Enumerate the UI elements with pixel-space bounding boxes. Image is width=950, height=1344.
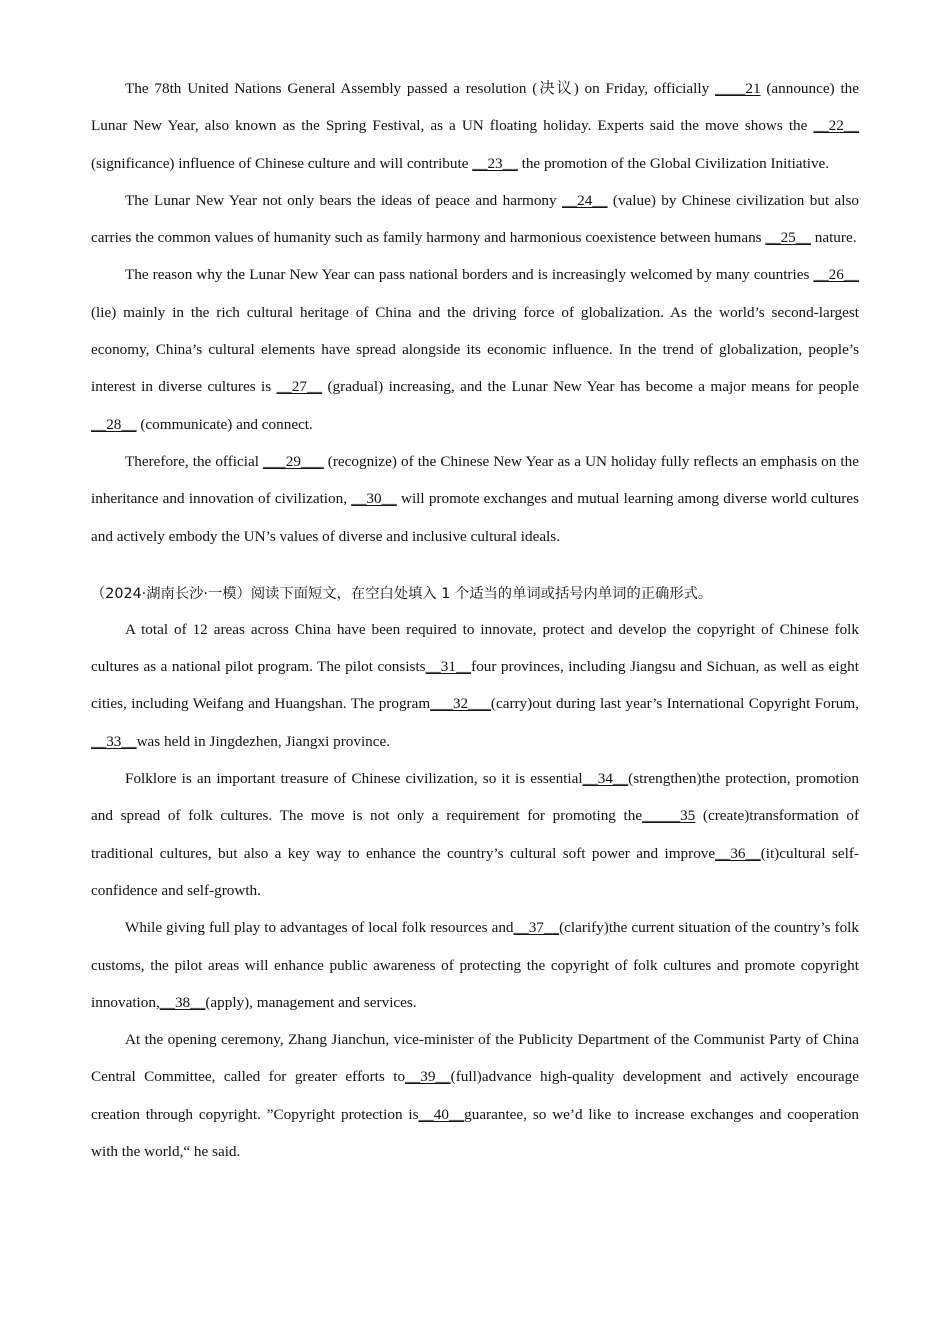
passage2-paragraph-3: While giving full play to advantages of local folk resources and__37__(clarify)the current situation of the country’s folk customs, the pilot areas will enhance public awareness of protecting the copyright of folk cultures and promote copyright innovation,__38__(apply), management and services.	[91, 919, 859, 1011]
blank-37: __37__	[513, 919, 560, 937]
blank-23: __23__	[472, 154, 518, 172]
blank-40: __40__	[418, 1105, 465, 1123]
passage1-paragraph-1: The 78th United Nations General Assembly passed a resolution (决议) on Friday, officially ____21 (announce) the Lunar New Year, also known as the Spring Festival, as a UN floating holiday. Experts said the move shows the __22__ (significance) influence of Chinese culture and will contribute __23__ the promotion of the Global Civilization Initiative.	[91, 80, 859, 172]
blank-34: __34__	[582, 770, 629, 788]
blank-35: _____35	[642, 807, 696, 825]
passage2-paragraph-4: At the opening ceremony, Zhang Jianchun, vice-minister of the Publicity Department of the Communist Party of China Central Committee, called for greater efforts to__39__(full)advance high-quality development and actively encourage creation through copyright. ”Copyright protection is__40__guarantee, so we’d like to increase exchanges and cooperation with the world,“ he said.	[91, 1031, 859, 1161]
blank-39: __39__	[405, 1068, 451, 1086]
document-page	[91, 70, 859, 1170]
passage1-paragraph-2: The Lunar New Year not only bears the ideas of peace and harmony __24__ (value) by Chinese civilization but also carries the common values of humanity such as family harmony and harmonious coexistence between humans __25__ nature.	[91, 191, 859, 247]
blank-32: ___32___	[430, 695, 491, 713]
blank-22: __22__	[813, 117, 859, 135]
blank-25: __25__	[765, 229, 811, 247]
blank-27: __27__	[276, 378, 323, 396]
blank-31: __31__	[425, 658, 472, 676]
passage2-paragraph-2: Folklore is an important treasure of Chinese civilization, so it is essential__34__(strengthen)the protection, promotion and spread of folk cultures. The move is not only a requirement for promoting the_____35 (create)transformation of traditional cultures, but also a key way to enhance the country’s cultural soft power and improve__36__(it)cultural self-confidence and self-growth.	[91, 770, 860, 899]
blank-38: __38__	[159, 993, 206, 1011]
blank-36: __36__	[715, 844, 761, 862]
passage1-paragraph-3: The reason why the Lunar New Year can pass national borders and is increasingly welcomed by many countries __26__ (lie) mainly in the rich cultural heritage of China and the driving force of globalization. As the world’s second-largest economy, China’s cultural elements have spread alongside its economic influence. In the trend of globalization, people’s interest in diverse cultures is __27__ (gradual) increasing, and the Lunar New Year has become a major means for people __28__ (communicate) and connect.	[91, 266, 859, 433]
blank-29: ___29___	[262, 452, 324, 470]
blank-30: __30__	[351, 490, 397, 508]
blank-28: __28__	[91, 415, 137, 433]
blank-26: __26__	[813, 266, 859, 284]
passage1-paragraph-4: Therefore, the official ___29___ (recognize) of the Chinese New Year as a UN holiday fully reflects an emphasis on the inheritance and innovation of civilization, __30__ will promote exchanges and mutual learning among diverse world cultures and actively embody the UN’s values of diverse and inclusive cultural ideals.	[91, 452, 860, 545]
blank-21: ____21	[714, 80, 761, 97]
blank-33: __33__	[91, 732, 137, 750]
passage2-paragraph-1: A total of 12 areas across China have been required to innovate, protect and develop the copyright of Chinese folk cultures as a national pilot program. The pilot consists__31__four provinces, including Jiangsu and Sichuan, as well as eight cities, including Weifang and Huangshan. The program___32___(carry)out during last year’s International Copyright Forum, __33__was held in Jingdezhen, Jiangxi province.	[91, 620, 859, 750]
blank-24: __24__	[561, 191, 608, 209]
section-2-instructions: （2024·湖南长沙·一模）阅读下面短文，在空白处填入 1 个适当的单词或括号内单词的正确形式。	[91, 585, 713, 602]
